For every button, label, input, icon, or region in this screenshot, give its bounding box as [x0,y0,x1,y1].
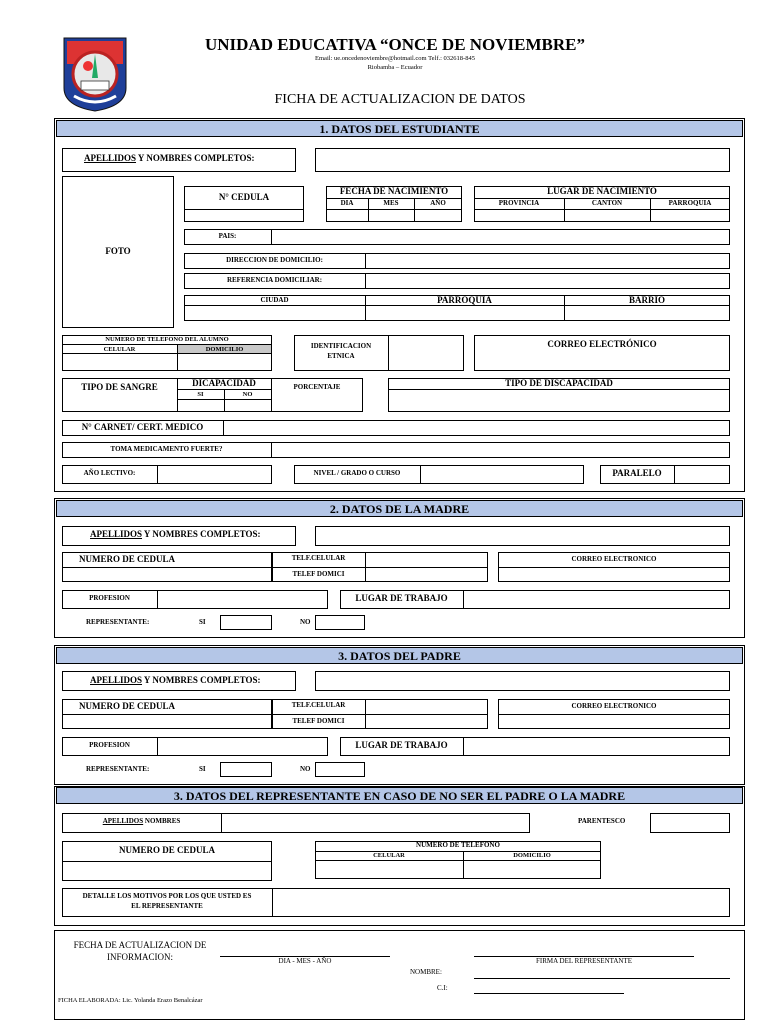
mother-home-label: TELEF DOMICI [292,570,345,578]
update-date-label-1: FECHA DE ACTUALIZACION DE [73,940,207,950]
mobile-label: CELULAR [103,346,136,353]
student-name-input[interactable] [315,148,730,172]
relationship-input[interactable] [650,813,730,833]
father-rep-no-label: NO [300,765,311,773]
section-mother-title: 2. DATOS DE LA MADRE [56,500,743,517]
disability-label: DICAPACIDAD [192,378,256,388]
rep-id-label: NUMERO DE CEDULA [118,845,215,855]
reference-label: REFERENCIA DOMICILIAR: [226,276,323,284]
father-mobile-label: TELF.CELULAR [291,701,346,709]
day-label: DIA [340,199,354,207]
mother-name-input[interactable] [315,526,730,546]
father-workplace-label: LUGAR DE TRABAJO [355,740,448,750]
father-rep-yes-box[interactable] [220,762,272,777]
mother-id-label: NUMERO DE CEDULA [78,554,175,564]
year-label: AÑO [430,199,446,207]
student-email-label: CORREO ELECTRÓNICO [547,339,657,349]
rep-mobile-label: CELULAR [373,852,405,859]
prepared-by: FICHA ELABORADA: Lic. Yolanda Erazo Benalcázar [58,997,203,1004]
province-label: PROVINCIA [498,199,540,207]
mother-rep-yes-box[interactable] [220,615,272,630]
name-line[interactable] [474,978,730,979]
contact-line: Email: ue.oncedenoviembre@hotmail.com Telf.: 032618-845 [315,55,475,62]
country-label: PAIS: [218,232,237,240]
birth-place-label: LUGAR DE NACIMIENTO [547,186,657,196]
disability-type-label: TIPO DE DISCAPACIDAD [505,378,613,388]
ci-line[interactable] [474,993,624,994]
mother-rep-yes-label: SI [199,618,206,626]
father-name-input[interactable] [315,671,730,691]
student-name-label: APELLIDOS Y NOMBRES COMPLETOS: [84,153,255,163]
city-label: CIUDAD [260,296,289,304]
section-father-title: 3. DATOS DEL PADRE [56,647,743,664]
signature-label: FIRMA DEL REPRESENTANTE [535,957,633,965]
date-format-label: DIA - MES - AÑO [278,957,332,965]
father-rep-yes-label: SI [199,765,206,773]
neighborhood-label: BARRIO [628,295,665,305]
address-label: DIRECCION DE DOMICILIO: [226,256,323,264]
rep-home-label: DOMICILIO [513,852,551,859]
father-id-label: NUMERO DE CEDULA [78,701,175,711]
rep-reasons-label-2: EL REPRESENTANTE [131,902,203,910]
parish-label: PARROQUIA [437,295,492,305]
canton-label: CANTON [591,199,623,207]
percentage-label: PORCENTAJE [293,383,341,391]
grade-label: NIVEL / GRADO O CURSO [313,469,401,477]
mother-representative-label: REPRESENTANTE: [86,618,150,626]
location: Riobamba – Ecuador [367,64,423,71]
cedula-label: N° CEDULA [218,192,270,202]
month-label: MES [383,199,399,207]
disability-yes: SI [197,391,204,398]
update-date-label-2: INFORMACION: [106,952,173,962]
father-home-label: TELEF DOMICI [292,717,345,725]
section-representative-title: 3. DATOS DEL REPRESENTANTE EN CASO DE NO SER EL PADRE O LA MADRE [56,787,743,804]
mother-email-label: CORREO ELECTRONICO [571,555,657,563]
photo-label: FOTO [105,246,131,256]
medical-card-label: N° CARNET/ CERT. MEDICO [81,422,204,432]
student-phone-label: NUMERO DE TELEFONO DEL ALUMNO [105,336,229,343]
father-name-label: APELLIDOS Y NOMBRES COMPLETOS: [90,675,261,685]
school-year-label: AÑO LECTIVO: [83,469,136,477]
birth-date-label: FECHA DE NACIMIENTO [339,186,449,196]
rep-reasons-label-1: DETALLE LOS MOTIVOS POR LOS QUE USTED ES [82,892,252,900]
mother-profession-label: PROFESION [89,594,130,602]
section-student-title: 1. DATOS DEL ESTUDIANTE [56,120,743,137]
medication-label: TOMA MEDICAMENTO FUERTE? [110,445,223,453]
mother-workplace-label: LUGAR DE TRABAJO [355,593,448,603]
mother-rep-no-box[interactable] [315,615,365,630]
ethnicity-label-2: ETNICA [327,352,355,360]
form-title: FICHA DE ACTUALIZACION DE DATOS [274,92,526,107]
school-name: UNIDAD EDUCATIVA “ONCE DE NOVIEMBRE” [204,35,586,54]
mother-rep-no-label: NO [300,618,311,626]
rep-phone-label: NUMERO DE TELEFONO [416,841,500,849]
ci-label: C.I: [437,984,448,992]
home-phone-label: DOMICILIO [205,346,244,353]
father-email-label: CORREO ELECTRONICO [571,702,657,710]
disability-no: NO [242,391,253,398]
mother-name-label: APELLIDOS Y NOMBRES COMPLETOS: [90,529,261,539]
father-rep-no-box[interactable] [315,762,365,777]
father-profession-label: PROFESION [89,741,130,749]
ethnicity-label-1: IDENTIFICACION [310,342,372,350]
parish-small-label: PARROQUIA [668,199,712,207]
blood-type-label: TIPO DE SANGRE [81,382,158,392]
name-label: NOMBRE: [410,968,442,976]
section-label: PARALELO [612,468,662,478]
relationship-label: PARENTESCO [578,817,626,825]
rep-name-label: APELLIDOS NOMBRES [102,817,181,825]
mother-mobile-label: TELF.CELULAR [291,554,346,562]
father-representative-label: REPRESENTANTE: [86,765,150,773]
school-logo [62,36,128,112]
